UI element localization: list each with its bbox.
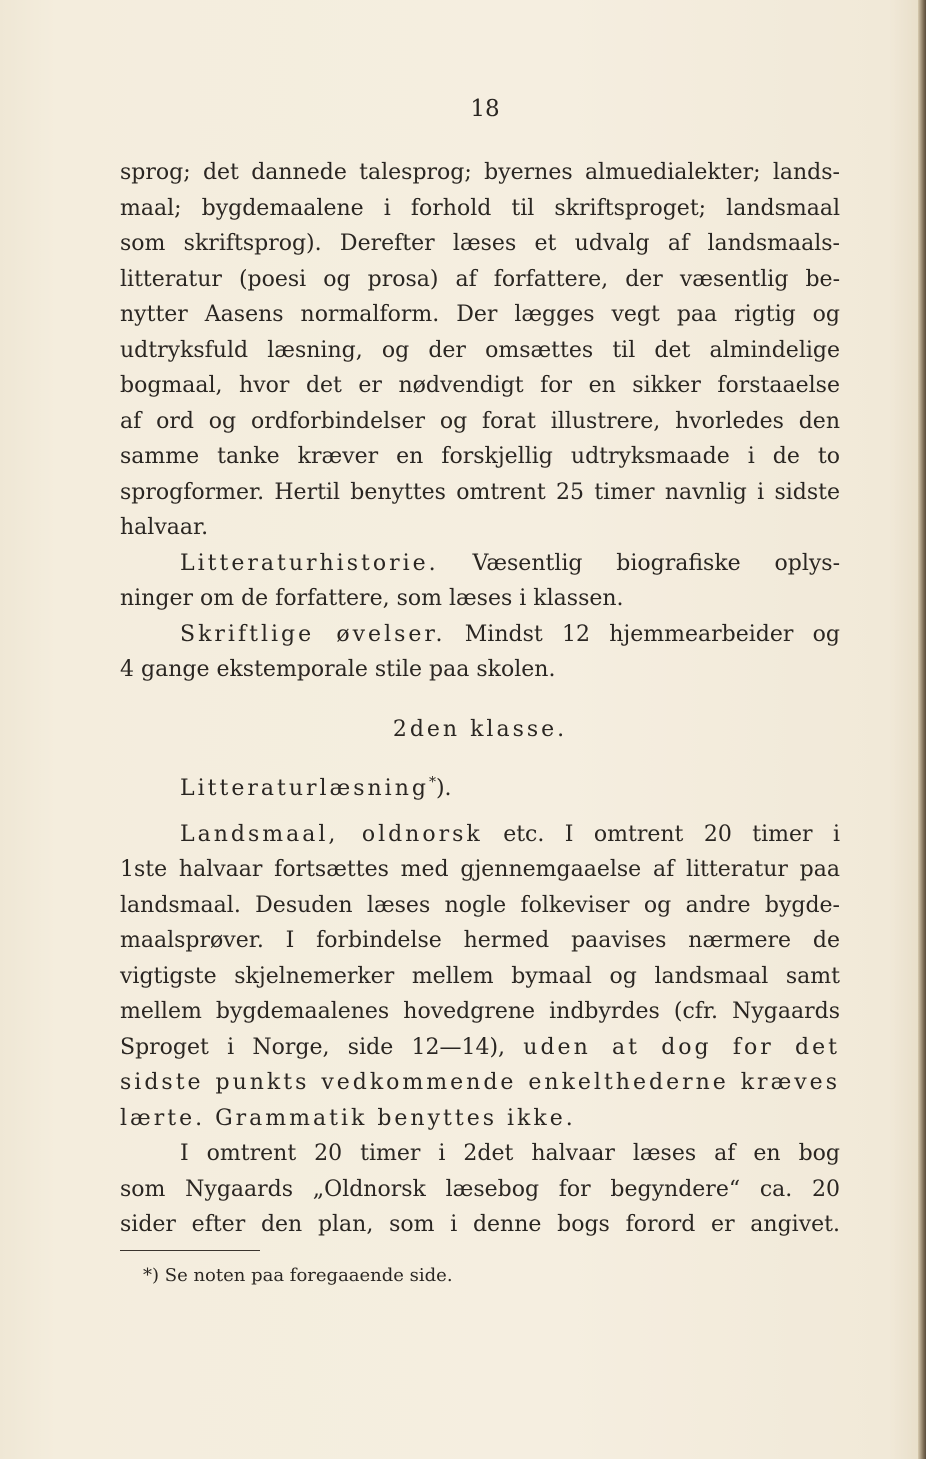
text-line: som skriftsprog). Derefter læses et udvalg af landsmaals-: [120, 231, 840, 256]
text-line: sprog; det dannede talesprog; byernes almuedialekter; lands-: [120, 160, 840, 185]
text-line: sprogformer. Hertil benyttes omtrent 25 timer navnlig i sidste: [120, 479, 840, 505]
spacer: [120, 747, 840, 771]
text-line: litteratur (poesi og prosa) af forfattere, der væsentlig be-: [120, 266, 840, 292]
text-line: samme tanke kræver en forskjellig udtryksmaade i de to: [120, 444, 840, 469]
text-line: 4 gange ekstemporale stile paa skolen.: [120, 657, 556, 682]
subheading-end: ).: [435, 776, 452, 801]
text-line: ninger om de forfattere, som læses i klassen.: [120, 586, 624, 611]
text-line: 1ste halvaar fortsættes med gjennemgaaelse af litteratur paa: [120, 857, 840, 882]
text-run: Mindst 12 hjemmearbeider og: [464, 621, 840, 647]
spaced-title: Litteraturhistorie.: [180, 550, 439, 576]
text-line: landsmaal. Desuden læses nogle folkeviser og andre bygde-: [120, 892, 840, 918]
text-line: halvaar.: [120, 515, 209, 540]
subheading-text: Litteraturlæsning: [180, 776, 429, 801]
text-line: maal; bygdemaalene i forhold til skriftsproget; landsmaal: [120, 195, 840, 221]
spaced-title: Landsmaal, oldnorsk: [180, 821, 483, 847]
page-number: 18: [470, 96, 500, 122]
paragraph-first-line: [120, 617, 840, 653]
text-line: bogmaal, hvor det er nødvendigt for en sikker forstaaelse: [120, 373, 840, 398]
spacer: [120, 807, 840, 817]
text-line: vigtigste skjelnemerker mellem bymaal og landsmaal samt: [120, 963, 840, 989]
text-run: Væsentlig biografiske oplys-: [472, 550, 841, 576]
text-line: sidste punkts vedkommende enkelthederne kræves: [120, 1070, 840, 1095]
spaced-title: Skriftlige øvelser.: [180, 621, 446, 647]
spacer: [120, 688, 840, 712]
text-line: som Nygaards „Oldnorsk læsebog for begyndere“ ca. 20: [120, 1176, 840, 1202]
footnote: *) Se noten paa foregaaende side.: [143, 1265, 453, 1286]
text-line: nytter Aasens normalform. Der lægges vegt paa rigtig og: [120, 302, 840, 327]
text-run: etc. I omtrent 20 timer i: [503, 821, 840, 847]
page-body: [120, 155, 840, 1243]
footnote-rule: [120, 1250, 260, 1251]
subheading: [120, 771, 840, 807]
text-line: maalsprøver. I forbindelse hermed paavises nærmere de: [120, 928, 840, 953]
paragraph-first-line: [120, 546, 840, 582]
spaced-run: uden at dog for det: [523, 1034, 840, 1060]
paragraph-first-line: [120, 817, 840, 853]
section-heading: 2den klasse.: [392, 716, 568, 742]
paragraph-first-line: I omtrent 20 timer i 2det halvaar læses af en bog: [180, 1141, 840, 1166]
text-line: sider efter den plan, som i denne bogs forord er angivet.: [120, 1212, 840, 1237]
text-line: mellem bygdemaalenes hovedgrene indbyrdes (cfr. Nygaards: [120, 999, 840, 1024]
text-run: Sproget i Norge, side 12—14),: [120, 1034, 506, 1060]
text-line: udtryksfuld læsning, og der omsættes til det almindelige: [120, 337, 840, 363]
text-line: [120, 1030, 840, 1066]
text-line: af ord og ordforbindelser og forat illustrere, hvorledes den: [120, 408, 840, 434]
text-line: lærte. Grammatik benyttes ikke.: [120, 1105, 576, 1131]
footnote-mark: *: [428, 774, 436, 791]
page-edge: [918, 0, 926, 1459]
